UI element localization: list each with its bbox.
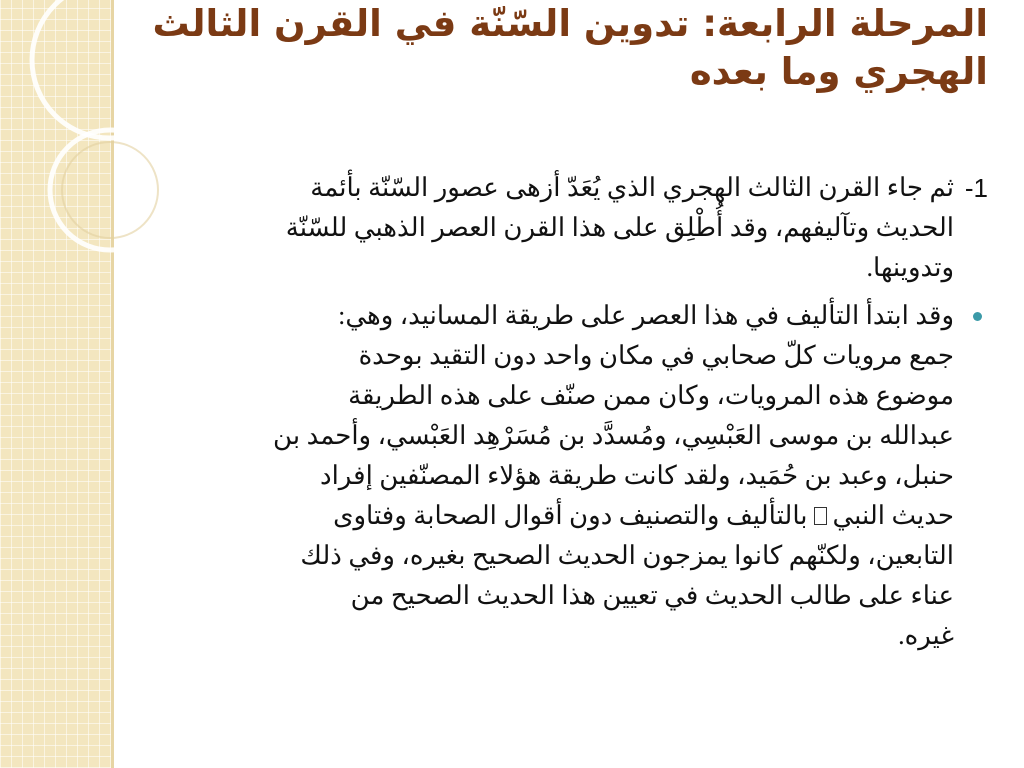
point-line-2: الحديث وتآليفهم، وقد أُطْلِق على هذا القرن العصر الذهبي للسّنّة	[285, 213, 954, 242]
bullet-line-2: جمع مرويات كلّ صحابي في مكان واحد دون التقيد بوحدة	[358, 341, 954, 370]
bullet-line-6	[148, 496, 954, 536]
bullet-point	[148, 296, 988, 656]
bullet-line-8: عناء على طالب الحديث في تعيين هذا الحديث الصحيح من	[350, 581, 954, 610]
bullet-dot-icon	[973, 312, 982, 321]
glyph-line-before: حديث النبي	[832, 501, 954, 530]
point-line-3: وتدوينها.	[866, 253, 954, 282]
bullet-line-7: التابعين، ولكنّهم كانوا يمزجون الحديث الصحيح بغيره، وفي ذلك	[300, 541, 954, 570]
slide-title	[128, 0, 988, 96]
glyph-line-after: بالتأليف والتصنيف دون أقوال الصحابة وفتاوى	[333, 501, 808, 530]
bullet-line-5: حنبل، وعبد بن حُمَيد، ولقد كانت طريقة هؤلاء المصنّفين إفراد	[320, 461, 954, 490]
missing-glyph-icon	[814, 507, 827, 525]
bullet-line-3: موضوع هذه المرويات، وكان ممن صنّف على هذه الطريقة	[348, 381, 954, 410]
title-line-1: المرحلة الرابعة: تدوين السّنّة في القرن الثالث	[152, 2, 988, 45]
bullet-line-1: وقد ابتدأ التأليف في هذا العصر على طريقة المسانيد، وهي:	[338, 301, 954, 330]
point-line-1: ثم جاء القرن الثالث الهجري الذي يُعَدّ أزهى عصور السّنّة بأئمة	[310, 173, 954, 202]
point-number: 1-	[964, 173, 988, 203]
bullet-line-4: عبدالله بن موسى العَبْسِي، ومُسدَّد بن مُسَرْهِد العَبْسي، وأحمد بن	[273, 421, 954, 450]
numbered-point	[148, 168, 988, 288]
title-line-2: الهجري وما بعده	[689, 50, 988, 93]
bullet-line-9: غيره.	[898, 621, 954, 650]
slide-body	[148, 168, 988, 656]
